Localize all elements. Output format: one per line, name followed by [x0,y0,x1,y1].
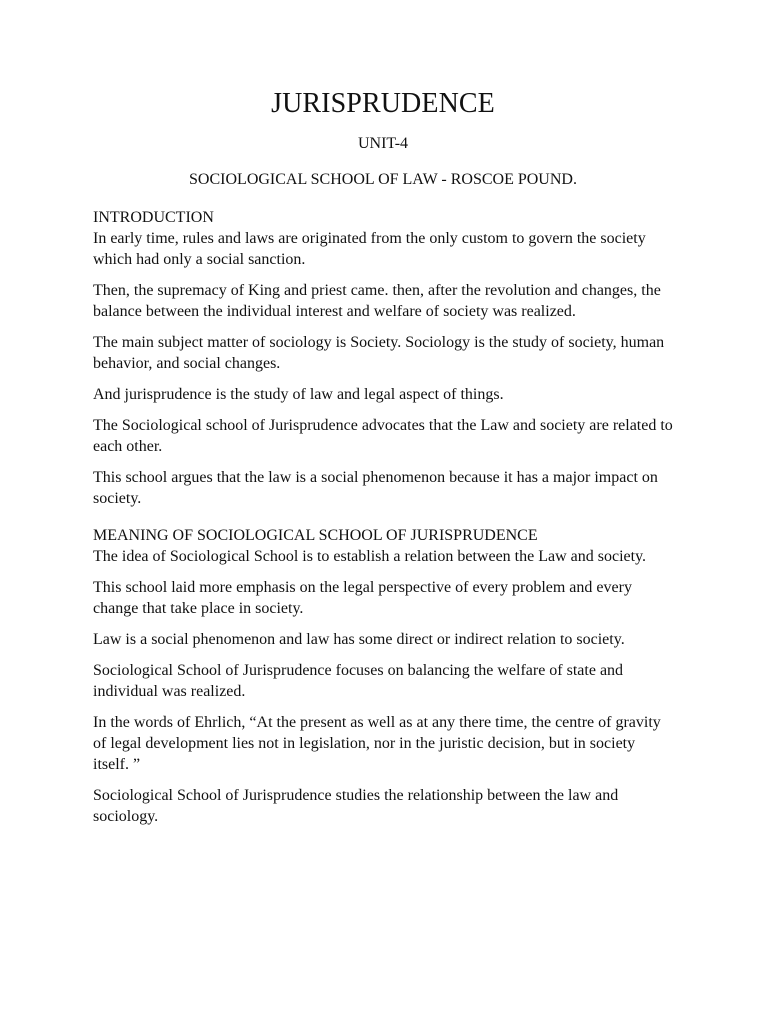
section-meaning [93,525,673,827]
document-subtitle: SOCIOLOGICAL SCHOOL OF LAW - ROSCOE POUND. [189,171,577,188]
paragraph: The idea of Sociological School is to establish a relation between the Law and society. [93,548,647,565]
document-content [93,86,673,837]
paragraph: The main subject matter of sociology is Society. Sociology is the study of society, human behavior, and social changes. [93,334,665,372]
document-title: JURISPRUDENCE [271,88,495,119]
section-heading: MEANING OF SOCIOLOGICAL SCHOOL OF JURISPRUDENCE [93,527,538,544]
paragraph: The Sociological school of Jurisprudence advocates that the Law and society are related to each other. [93,417,673,455]
section-heading: INTRODUCTION [93,209,214,226]
paragraph: And jurisprudence is the study of law and legal aspect of things. [93,386,504,403]
paragraph: In the words of Ehrlich, “At the present as well as at any there time, the centre of gravity of legal development lies not in legislation, nor in the juristic decision, but in society itself. ” [93,714,661,773]
paragraph: This school laid more emphasis on the legal perspective of every problem and every change that take place in society. [93,579,632,617]
paragraph: Law is a social phenomenon and law has some direct or indirect relation to society. [93,631,625,648]
unit-label: UNIT-4 [357,135,409,152]
paragraph: Sociological School of Jurisprudence studies the relationship between the law and sociology. [93,787,619,825]
paragraph: Sociological School of Jurisprudence focuses on balancing the welfare of state and individual was realized. [93,662,624,700]
paragraph: In early time, rules and laws are originated from the only custom to govern the society which had only a social sanction. [93,230,646,268]
paragraph: This school argues that the law is a social phenomenon because it has a major impact on society. [93,469,658,507]
paragraph: Then, the supremacy of King and priest came. then, after the revolution and changes, the balance between the individual interest and welfare of society was realized. [93,282,661,320]
section-introduction [93,207,673,509]
